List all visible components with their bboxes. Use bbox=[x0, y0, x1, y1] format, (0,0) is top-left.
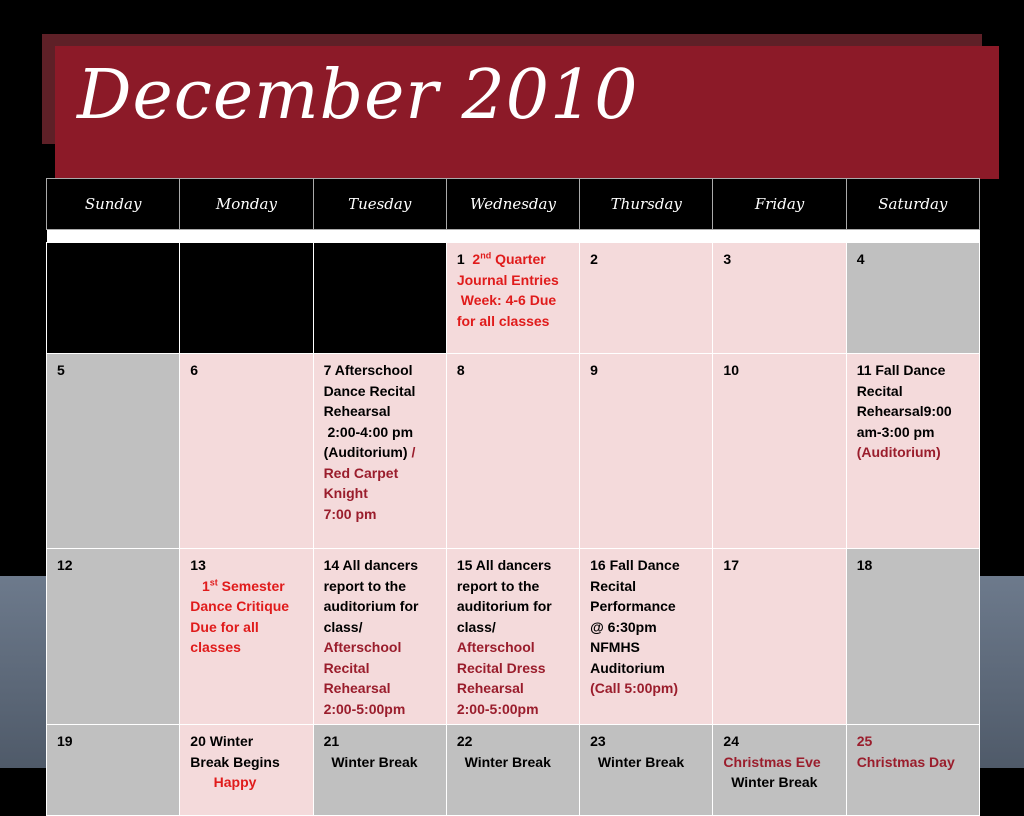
calendar-table bbox=[46, 178, 980, 816]
title-banner bbox=[55, 46, 999, 179]
day-cell-18: 18 bbox=[846, 549, 979, 725]
day-number: 1 bbox=[456, 251, 465, 267]
day-cell-11: 11 Fall Dance Recital Rehearsal9:00 am-3:00 pm (Auditorium) bbox=[846, 354, 979, 549]
day-cell-16: 16 Fall Dance Recital Performance @ 6:30pm NFMHS Auditorium (Call 5:00pm) bbox=[580, 549, 713, 725]
event-text: Week: 4-6 Due bbox=[460, 292, 557, 308]
day-cell-20: 20 Winter Break Begins Happy bbox=[180, 725, 313, 816]
event-text: for all classes bbox=[456, 312, 550, 329]
day-cell-2: 2 bbox=[580, 243, 713, 354]
empty-day-cell bbox=[313, 243, 446, 354]
day-cell-25: 25 Christmas Day bbox=[846, 725, 979, 816]
weekday-wednesday: Wednesday bbox=[446, 179, 579, 230]
day-cell-22: 22 Winter Break bbox=[446, 725, 579, 816]
day-cell-6: 6 bbox=[180, 354, 313, 549]
day-cell-3: 3 bbox=[713, 243, 846, 354]
day-cell-21: 21 Winter Break bbox=[313, 725, 446, 816]
page-title: December 2010 bbox=[77, 56, 639, 135]
day-cell-7: 7 Afterschool Dance Recital Rehearsal 2:00-4:00 pm (Auditorium) / Red Carpet Knight 7:00 pm bbox=[313, 354, 446, 549]
empty-day-cell bbox=[180, 243, 313, 354]
weekday-thursday: Thursday bbox=[580, 179, 713, 230]
day-cell-14: 14 All dancers report to the auditorium for class/ Afterschool Recital Rehearsal 2:00-5:00pm bbox=[313, 549, 446, 725]
week-row-3 bbox=[47, 549, 980, 725]
empty-day-cell bbox=[47, 243, 180, 354]
weekday-monday: Monday bbox=[180, 179, 313, 230]
day-cell-19: 19 bbox=[47, 725, 180, 816]
event-text: 2nd Quarter bbox=[472, 250, 546, 267]
weekday-saturday: Saturday bbox=[846, 179, 979, 230]
week-row-4 bbox=[47, 725, 980, 816]
day-cell-4: 4 bbox=[846, 243, 979, 354]
weekday-sunday: Sunday bbox=[47, 179, 180, 230]
weekday-header-row bbox=[47, 179, 980, 230]
week-row-1 bbox=[47, 243, 980, 354]
day-cell-10: 10 bbox=[713, 354, 846, 549]
day-cell-5: 5 bbox=[47, 354, 180, 549]
weekday-friday: Friday bbox=[713, 179, 846, 230]
day-cell-9: 9 bbox=[580, 354, 713, 549]
day-cell-17: 17 bbox=[713, 549, 846, 725]
day-cell-13: 13 1st Semester Dance Critique Due for all classes bbox=[180, 549, 313, 725]
weekday-tuesday: Tuesday bbox=[313, 179, 446, 230]
day-cell-12: 12 bbox=[47, 549, 180, 725]
day-cell-15: 15 All dancers report to the auditorium for class/ Afterschool Recital Dress Rehearsal 2:00-5:00pm bbox=[446, 549, 579, 725]
day-cell-8: 8 bbox=[446, 354, 579, 549]
day-cell-24: 24 Christmas Eve Winter Break bbox=[713, 725, 846, 816]
week-row-2 bbox=[47, 354, 980, 549]
day-cell-23: 23 Winter Break bbox=[580, 725, 713, 816]
event-text: Journal Entries bbox=[456, 271, 559, 288]
day-cell-1 bbox=[446, 243, 579, 354]
